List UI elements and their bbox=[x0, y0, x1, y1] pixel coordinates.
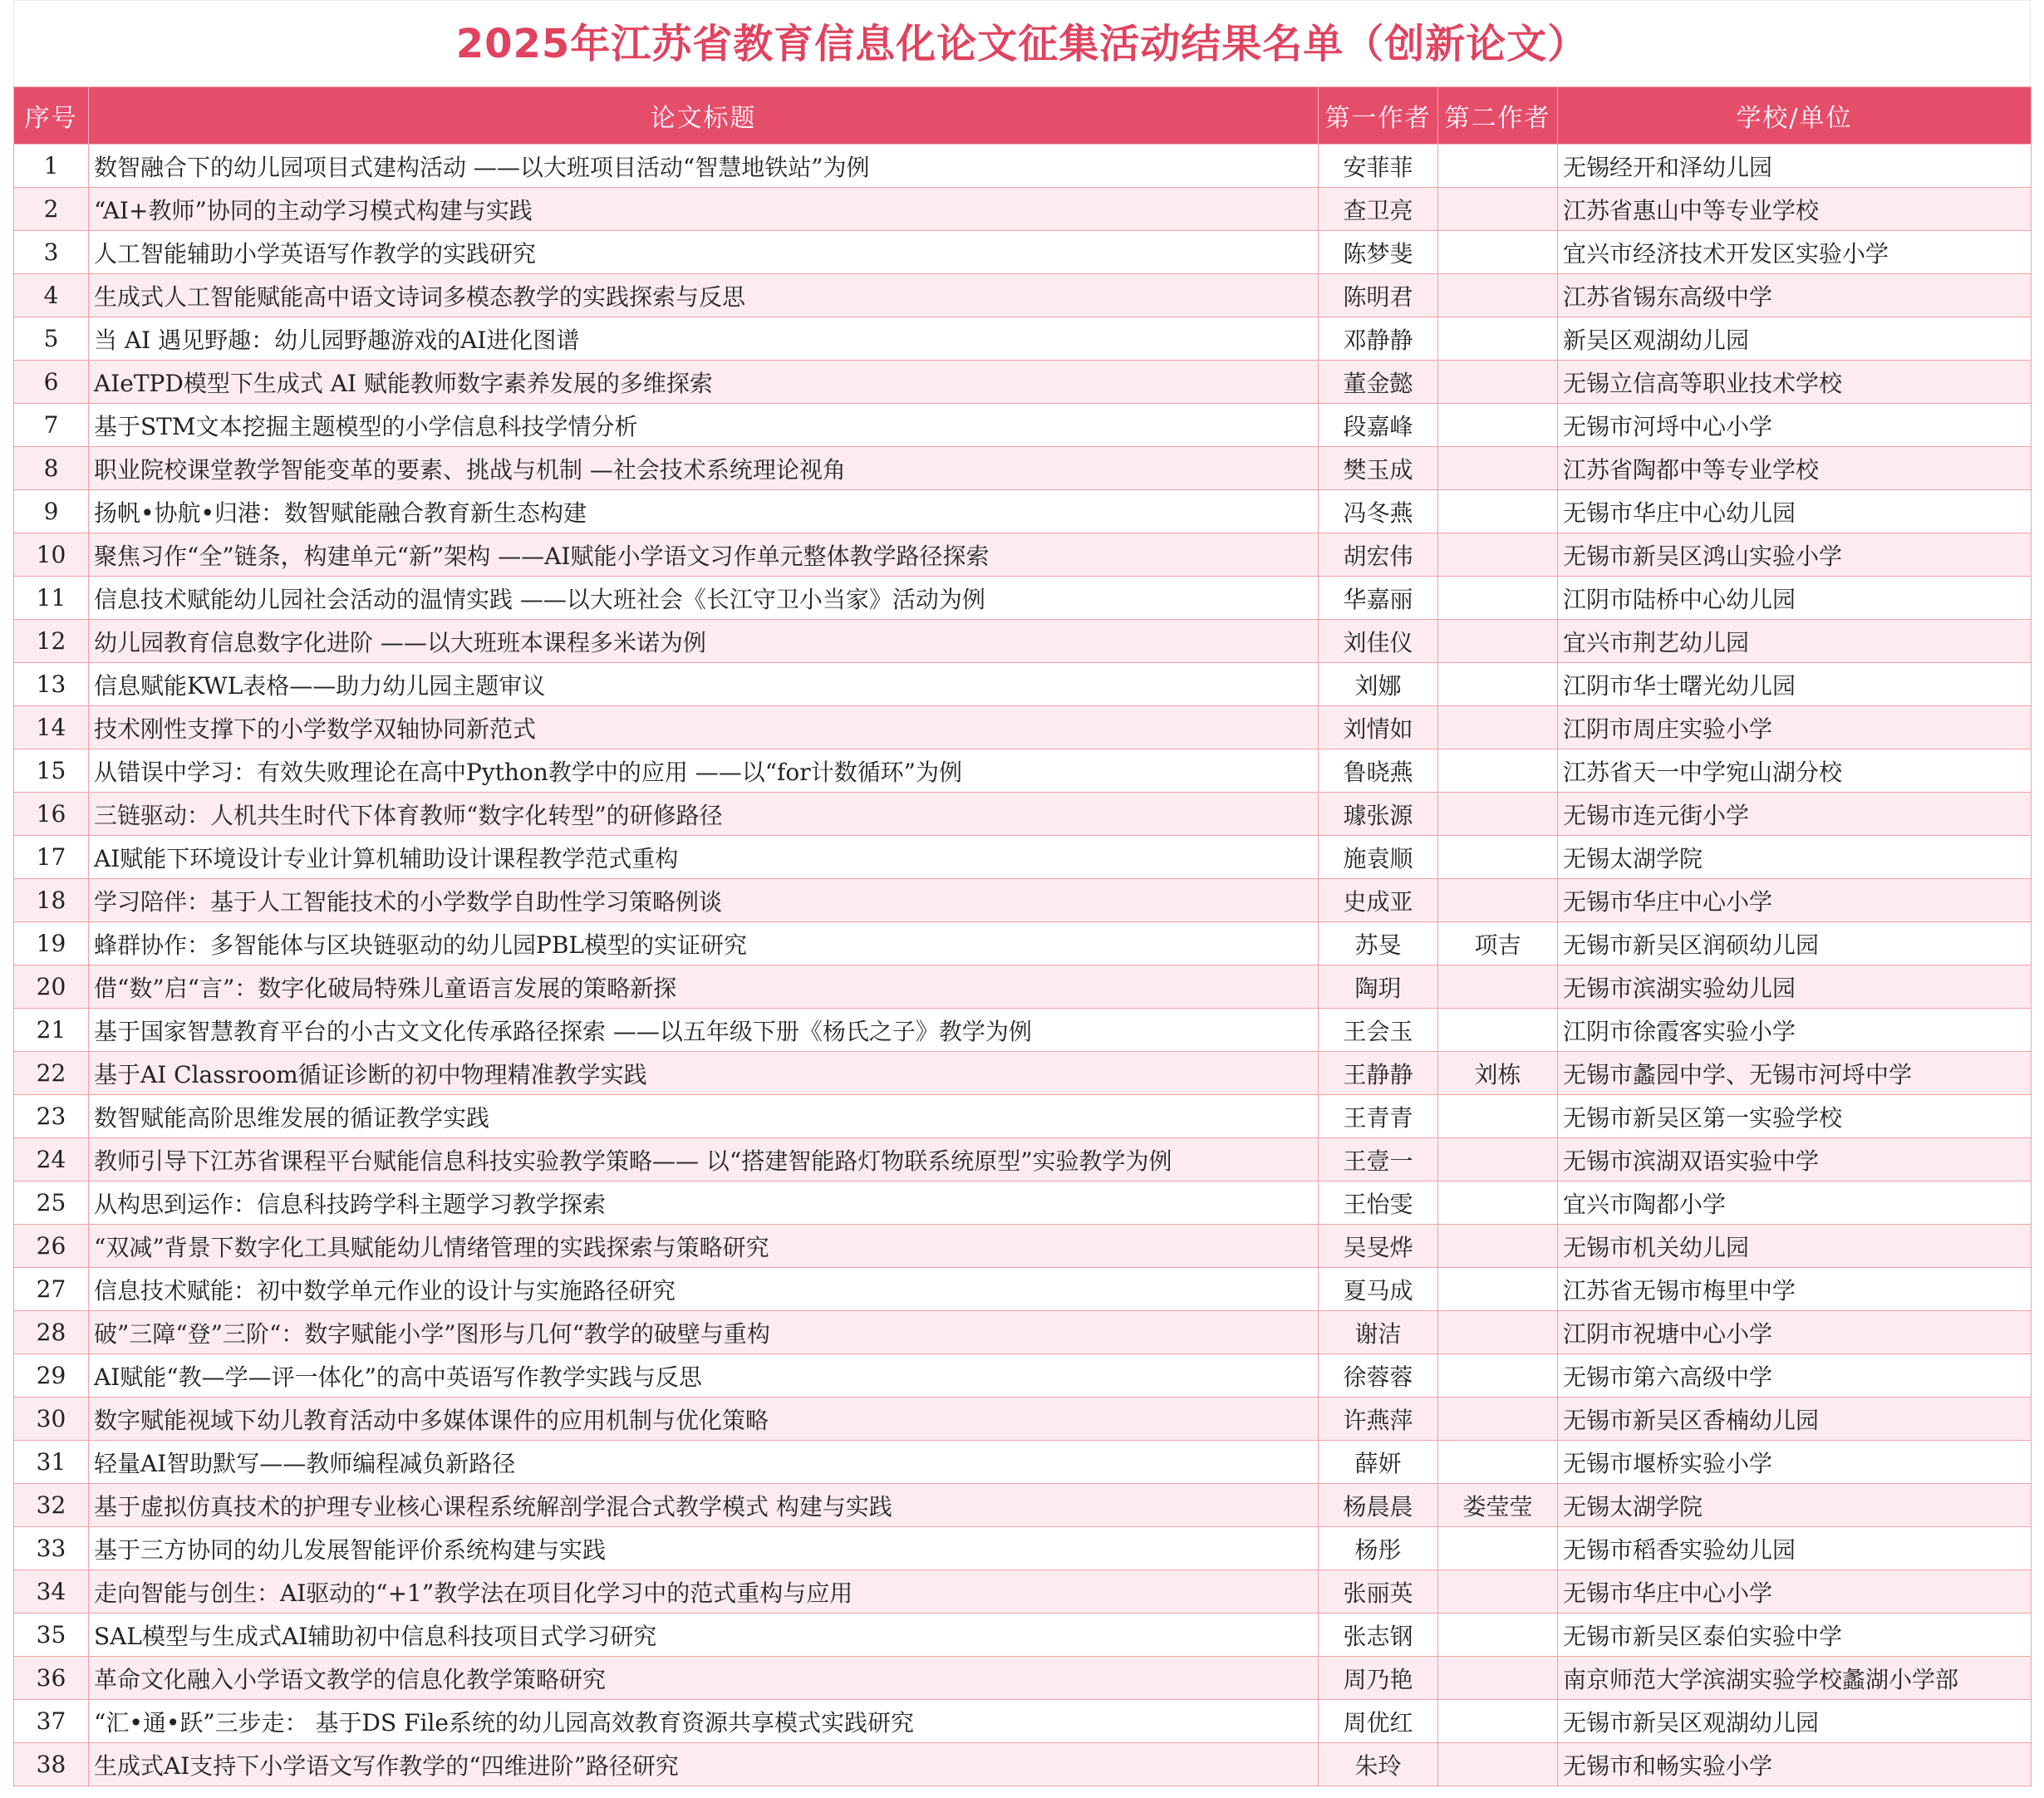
school-cell: 江苏省无锡市梅里中学 bbox=[1558, 1268, 2032, 1311]
school-cell: 无锡市华庄中心小学 bbox=[1558, 1570, 2032, 1614]
second-author-cell bbox=[1438, 663, 1558, 706]
second-author-cell bbox=[1438, 1700, 1558, 1743]
second-author-cell bbox=[1438, 1095, 1558, 1138]
serial-number-cell: 36 bbox=[14, 1657, 89, 1700]
school-cell: 江阴市徐霞客实验小学 bbox=[1558, 1009, 2032, 1052]
serial-number-cell: 27 bbox=[14, 1268, 89, 1311]
first-author-cell: 夏马成 bbox=[1319, 1268, 1438, 1311]
paper-title-cell: 基于三方协同的幼儿发展智能评价系统构建与实践 bbox=[89, 1527, 1319, 1570]
school-cell: 宜兴市陶都小学 bbox=[1558, 1181, 2032, 1225]
second-author-cell bbox=[1438, 793, 1558, 836]
table-row bbox=[14, 1095, 2032, 1138]
paper-title-cell: 基于国家智慧教育平台的小古文文化传承路径探索 ——以五年级下册《杨氏之子》教学为例 bbox=[89, 1009, 1319, 1052]
serial-number-cell: 31 bbox=[14, 1441, 89, 1484]
first-author-cell: 王静静 bbox=[1319, 1052, 1438, 1095]
table-row bbox=[14, 145, 2032, 188]
serial-number-cell: 26 bbox=[14, 1225, 89, 1268]
school-cell: 无锡市第六高级中学 bbox=[1558, 1354, 2032, 1398]
first-author-cell: 陈梦斐 bbox=[1319, 231, 1438, 274]
table-row bbox=[14, 1181, 2032, 1225]
school-cell: 无锡市和畅实验小学 bbox=[1558, 1743, 2032, 1786]
serial-number-cell: 20 bbox=[14, 965, 89, 1009]
paper-title-cell: 基于虚拟仿真技术的护理专业核心课程系统解剖学混合式教学模式 构建与实践 bbox=[89, 1484, 1319, 1527]
paper-title-cell: 三链驱动：人机共生时代下体育教师“数字化转型”的研修路径 bbox=[89, 793, 1319, 836]
table-row bbox=[14, 1009, 2032, 1052]
second-author-cell bbox=[1438, 706, 1558, 749]
table-row bbox=[14, 404, 2032, 447]
serial-number-cell: 8 bbox=[14, 447, 89, 490]
serial-number-cell: 7 bbox=[14, 404, 89, 447]
first-author-cell: 张丽英 bbox=[1319, 1570, 1438, 1614]
serial-number-cell: 38 bbox=[14, 1743, 89, 1786]
first-author-cell: 刘娜 bbox=[1319, 663, 1438, 706]
second-author-cell bbox=[1438, 1311, 1558, 1354]
second-author-cell bbox=[1438, 1441, 1558, 1484]
first-author-cell: 许燕萍 bbox=[1319, 1398, 1438, 1441]
second-author-cell bbox=[1438, 1398, 1558, 1441]
first-author-cell: 冯冬燕 bbox=[1319, 490, 1438, 533]
paper-title-cell: “双减”背景下数字化工具赋能幼儿情绪管理的实践探索与策略研究 bbox=[89, 1225, 1319, 1268]
first-author-cell: 胡宏伟 bbox=[1319, 533, 1438, 577]
first-author-cell: 华嘉丽 bbox=[1319, 577, 1438, 620]
school-cell: 无锡市连元街小学 bbox=[1558, 793, 2032, 836]
paper-title-cell: 当 AI 遇见野趣：幼儿园野趣游戏的AI进化图谱 bbox=[89, 317, 1319, 361]
table-row bbox=[14, 274, 2032, 317]
school-cell: 新吴区观湖幼儿园 bbox=[1558, 317, 2032, 361]
serial-number-cell: 2 bbox=[14, 188, 89, 231]
paper-title-cell: 数智融合下的幼儿园项目式建构活动 ——以大班项目活动“智慧地铁站”为例 bbox=[89, 145, 1319, 188]
first-author-cell: 徐蓉蓉 bbox=[1319, 1354, 1438, 1398]
serial-number-cell: 19 bbox=[14, 922, 89, 965]
header-row bbox=[14, 87, 2032, 145]
table-row bbox=[14, 447, 2032, 490]
paper-title-cell: 聚焦习作“全”链条，构建单元“新”架构 ——AI赋能小学语文习作单元整体教学路径探索 bbox=[89, 533, 1319, 577]
first-author-cell: 董金懿 bbox=[1319, 361, 1438, 404]
paper-title-cell: “AI+教师”协同的主动学习模式构建与实践 bbox=[89, 188, 1319, 231]
second-author-cell bbox=[1438, 1354, 1558, 1398]
first-author-cell: 史成亚 bbox=[1319, 879, 1438, 922]
serial-number-cell: 10 bbox=[14, 533, 89, 577]
serial-number-cell: 34 bbox=[14, 1570, 89, 1614]
table-row bbox=[14, 793, 2032, 836]
paper-title-cell: AI赋能“教—学—评一体化”的高中英语写作教学实践与反思 bbox=[89, 1354, 1319, 1398]
serial-number-cell: 13 bbox=[14, 663, 89, 706]
serial-number-cell: 33 bbox=[14, 1527, 89, 1570]
serial-number-cell: 14 bbox=[14, 706, 89, 749]
school-cell: 无锡市华庄中心幼儿园 bbox=[1558, 490, 2032, 533]
paper-title-cell: 职业院校课堂教学智能变革的要素、挑战与机制 —社会技术系统理论视角 bbox=[89, 447, 1319, 490]
paper-title-cell: 蜂群协作：多智能体与区块链驱动的幼儿园PBL模型的实证研究 bbox=[89, 922, 1319, 965]
table-row bbox=[14, 1614, 2032, 1657]
table-row bbox=[14, 490, 2032, 533]
second-author-cell bbox=[1438, 879, 1558, 922]
table-row bbox=[14, 965, 2032, 1009]
school-cell: 宜兴市经济技术开发区实验小学 bbox=[1558, 231, 2032, 274]
serial-number-cell: 37 bbox=[14, 1700, 89, 1743]
paper-title-cell: 教师引导下江苏省课程平台赋能信息科技实验教学策略—— 以“搭建智能路灯物联系统原型”实验教学为例 bbox=[89, 1138, 1319, 1181]
school-cell: 无锡市机关幼儿园 bbox=[1558, 1225, 2032, 1268]
second-author-cell bbox=[1438, 404, 1558, 447]
first-author-cell: 王怡雯 bbox=[1319, 1181, 1438, 1225]
first-author-cell: 薛妍 bbox=[1319, 1441, 1438, 1484]
school-cell: 江苏省天一中学宛山湖分校 bbox=[1558, 749, 2032, 793]
table-body bbox=[14, 145, 2032, 1786]
school-cell: 无锡市新吴区观湖幼儿园 bbox=[1558, 1700, 2032, 1743]
table-row bbox=[14, 922, 2032, 965]
page-title: 2025年江苏省教育信息化论文征集活动结果名单（创新论文） bbox=[13, 0, 2031, 86]
school-cell: 无锡市新吴区香楠幼儿园 bbox=[1558, 1398, 2032, 1441]
results-sheet bbox=[13, 0, 2031, 1786]
first-author-cell: 周优红 bbox=[1319, 1700, 1438, 1743]
table-row bbox=[14, 1225, 2032, 1268]
serial-number-cell: 5 bbox=[14, 317, 89, 361]
paper-title-cell: 破”三障“登”三阶“：数字赋能小学”图形与几何“教学的破壁与重构 bbox=[89, 1311, 1319, 1354]
first-author-cell: 苏旻 bbox=[1319, 922, 1438, 965]
second-author-cell bbox=[1438, 1570, 1558, 1614]
paper-title-cell: 技术刚性支撑下的小学数学双轴协同新范式 bbox=[89, 706, 1319, 749]
school-cell: 无锡经开和泽幼儿园 bbox=[1558, 145, 2032, 188]
first-author-cell: 周乃艳 bbox=[1319, 1657, 1438, 1700]
school-cell: 无锡市华庄中心小学 bbox=[1558, 879, 2032, 922]
paper-title-cell: 基于STM文本挖掘主题模型的小学信息科技学情分析 bbox=[89, 404, 1319, 447]
serial-number-cell: 12 bbox=[14, 620, 89, 663]
header-school-unit: 学校/单位 bbox=[1558, 87, 2032, 145]
paper-title-cell: 数字赋能视域下幼儿教育活动中多媒体课件的应用机制与优化策略 bbox=[89, 1398, 1319, 1441]
paper-title-cell: SAL模型与生成式AI辅助初中信息科技项目式学习研究 bbox=[89, 1614, 1319, 1657]
paper-title-cell: 轻量AI智助默写——教师编程减负新路径 bbox=[89, 1441, 1319, 1484]
table-row bbox=[14, 749, 2032, 793]
paper-title-cell: 生成式人工智能赋能高中语文诗词多模态教学的实践探索与反思 bbox=[89, 274, 1319, 317]
first-author-cell: 查卫亮 bbox=[1319, 188, 1438, 231]
school-cell: 江苏省惠山中等专业学校 bbox=[1558, 188, 2032, 231]
first-author-cell: 樊玉成 bbox=[1319, 447, 1438, 490]
first-author-cell: 王壹一 bbox=[1319, 1138, 1438, 1181]
first-author-cell: 王会玉 bbox=[1319, 1009, 1438, 1052]
first-author-cell: 安菲菲 bbox=[1319, 145, 1438, 188]
school-cell: 无锡市新吴区润硕幼儿园 bbox=[1558, 922, 2032, 965]
table-row bbox=[14, 663, 2032, 706]
table-row bbox=[14, 1311, 2032, 1354]
first-author-cell: 刘情如 bbox=[1319, 706, 1438, 749]
paper-title-cell: “汇•通•跃”三步走： 基于DS File系统的幼儿园高效教育资源共享模式实践研究 bbox=[89, 1700, 1319, 1743]
paper-title-cell: 基于AI Classroom循证诊断的初中物理精准教学实践 bbox=[89, 1052, 1319, 1095]
table-row bbox=[14, 231, 2032, 274]
table-row bbox=[14, 577, 2032, 620]
second-author-cell bbox=[1438, 749, 1558, 793]
header-second-author: 第二作者 bbox=[1438, 87, 1558, 145]
table-row bbox=[14, 1484, 2032, 1527]
table-row bbox=[14, 317, 2032, 361]
first-author-cell: 王青青 bbox=[1319, 1095, 1438, 1138]
header-paper-title: 论文标题 bbox=[89, 87, 1319, 145]
first-author-cell: 谢洁 bbox=[1319, 1311, 1438, 1354]
school-cell: 无锡市新吴区鸿山实验小学 bbox=[1558, 533, 2032, 577]
serial-number-cell: 24 bbox=[14, 1138, 89, 1181]
paper-title-cell: 扬帆•协航•归港：数智赋能融合教育新生态构建 bbox=[89, 490, 1319, 533]
school-cell: 无锡市新吴区泰伯实验中学 bbox=[1558, 1614, 2032, 1657]
serial-number-cell: 23 bbox=[14, 1095, 89, 1138]
school-cell: 无锡市蠡园中学、无锡市河埒中学 bbox=[1558, 1052, 2032, 1095]
serial-number-cell: 1 bbox=[14, 145, 89, 188]
school-cell: 江阴市陆桥中心幼儿园 bbox=[1558, 577, 2032, 620]
serial-number-cell: 6 bbox=[14, 361, 89, 404]
table-row bbox=[14, 1700, 2032, 1743]
serial-number-cell: 22 bbox=[14, 1052, 89, 1095]
first-author-cell: 邓静静 bbox=[1319, 317, 1438, 361]
school-cell: 宜兴市荆艺幼儿园 bbox=[1558, 620, 2032, 663]
serial-number-cell: 29 bbox=[14, 1354, 89, 1398]
table-row bbox=[14, 533, 2032, 577]
school-cell: 无锡市滨湖双语实验中学 bbox=[1558, 1138, 2032, 1181]
school-cell: 江阴市华士曙光幼儿园 bbox=[1558, 663, 2032, 706]
first-author-cell: 杨彤 bbox=[1319, 1527, 1438, 1570]
school-cell: 无锡市河埒中心小学 bbox=[1558, 404, 2032, 447]
paper-title-cell: 人工智能辅助小学英语写作教学的实践研究 bbox=[89, 231, 1319, 274]
table-row bbox=[14, 879, 2032, 922]
serial-number-cell: 35 bbox=[14, 1614, 89, 1657]
second-author-cell bbox=[1438, 188, 1558, 231]
first-author-cell: 施袁顺 bbox=[1319, 836, 1438, 879]
second-author-cell bbox=[1438, 145, 1558, 188]
school-cell: 江苏省锡东高级中学 bbox=[1558, 274, 2032, 317]
table-row bbox=[14, 361, 2032, 404]
paper-title-cell: 走向智能与创生：AI驱动的“+1”教学法在项目化学习中的范式重构与应用 bbox=[89, 1570, 1319, 1614]
paper-title-cell: AI赋能下环境设计专业计算机辅助设计课程教学范式重构 bbox=[89, 836, 1319, 879]
school-cell: 无锡太湖学院 bbox=[1558, 1484, 2032, 1527]
second-author-cell bbox=[1438, 1009, 1558, 1052]
paper-title-cell: 信息技术赋能：初中数学单元作业的设计与实施路径研究 bbox=[89, 1268, 1319, 1311]
school-cell: 无锡太湖学院 bbox=[1558, 836, 2032, 879]
paper-title-cell: 生成式AI支持下小学语文写作教学的“四维进阶”路径研究 bbox=[89, 1743, 1319, 1786]
school-cell: 南京师范大学滨湖实验学校蠡湖小学部 bbox=[1558, 1657, 2032, 1700]
paper-title-cell: 信息赋能KWL表格——助力幼儿园主题审议 bbox=[89, 663, 1319, 706]
table-row bbox=[14, 188, 2032, 231]
second-author-cell: 娄莹莹 bbox=[1438, 1484, 1558, 1527]
serial-number-cell: 4 bbox=[14, 274, 89, 317]
paper-title-cell: 革命文化融入小学语文教学的信息化教学策略研究 bbox=[89, 1657, 1319, 1700]
first-author-cell: 陶玥 bbox=[1319, 965, 1438, 1009]
second-author-cell bbox=[1438, 1225, 1558, 1268]
paper-title-cell: AIeTPD模型下生成式 AI 赋能教师数字素养发展的多维探索 bbox=[89, 361, 1319, 404]
school-cell: 无锡立信高等职业技术学校 bbox=[1558, 361, 2032, 404]
serial-number-cell: 25 bbox=[14, 1181, 89, 1225]
second-author-cell bbox=[1438, 231, 1558, 274]
header-first-author: 第一作者 bbox=[1319, 87, 1438, 145]
second-author-cell bbox=[1438, 577, 1558, 620]
second-author-cell bbox=[1438, 620, 1558, 663]
school-cell: 无锡市滨湖实验幼儿园 bbox=[1558, 965, 2032, 1009]
table-row bbox=[14, 1398, 2032, 1441]
first-author-cell: 杨晨晨 bbox=[1319, 1484, 1438, 1527]
second-author-cell bbox=[1438, 317, 1558, 361]
table-row bbox=[14, 1441, 2032, 1484]
table-row bbox=[14, 1138, 2032, 1181]
second-author-cell: 项吉 bbox=[1438, 922, 1558, 965]
serial-number-cell: 28 bbox=[14, 1311, 89, 1354]
first-author-cell: 陈明君 bbox=[1319, 274, 1438, 317]
header-serial-number: 序号 bbox=[14, 87, 89, 145]
first-author-cell: 吴旻烨 bbox=[1319, 1225, 1438, 1268]
table-header bbox=[14, 87, 2032, 145]
paper-title-cell: 数智赋能高阶思维发展的循证教学实践 bbox=[89, 1095, 1319, 1138]
serial-number-cell: 9 bbox=[14, 490, 89, 533]
table-row bbox=[14, 1570, 2032, 1614]
first-author-cell: 璩张源 bbox=[1319, 793, 1438, 836]
paper-title-cell: 幼儿园教育信息数字化进阶 ——以大班班本课程多米诺为例 bbox=[89, 620, 1319, 663]
second-author-cell bbox=[1438, 274, 1558, 317]
school-cell: 无锡市稻香实验幼儿园 bbox=[1558, 1527, 2032, 1570]
first-author-cell: 朱玲 bbox=[1319, 1743, 1438, 1786]
second-author-cell bbox=[1438, 1743, 1558, 1786]
table-row bbox=[14, 1052, 2032, 1095]
second-author-cell bbox=[1438, 1527, 1558, 1570]
table-row bbox=[14, 836, 2032, 879]
serial-number-cell: 11 bbox=[14, 577, 89, 620]
table-row bbox=[14, 1743, 2032, 1786]
second-author-cell bbox=[1438, 1268, 1558, 1311]
second-author-cell: 刘栋 bbox=[1438, 1052, 1558, 1095]
serial-number-cell: 21 bbox=[14, 1009, 89, 1052]
second-author-cell bbox=[1438, 1138, 1558, 1181]
second-author-cell bbox=[1438, 447, 1558, 490]
results-table bbox=[13, 86, 2032, 1786]
first-author-cell: 张志钢 bbox=[1319, 1614, 1438, 1657]
serial-number-cell: 3 bbox=[14, 231, 89, 274]
second-author-cell bbox=[1438, 361, 1558, 404]
second-author-cell bbox=[1438, 836, 1558, 879]
paper-title-cell: 从错误中学习：有效失败理论在高中Python教学中的应用 ——以“for计数循环”为例 bbox=[89, 749, 1319, 793]
serial-number-cell: 15 bbox=[14, 749, 89, 793]
serial-number-cell: 30 bbox=[14, 1398, 89, 1441]
serial-number-cell: 16 bbox=[14, 793, 89, 836]
second-author-cell bbox=[1438, 1614, 1558, 1657]
second-author-cell bbox=[1438, 1181, 1558, 1225]
paper-title-cell: 从构思到运作：信息科技跨学科主题学习教学探索 bbox=[89, 1181, 1319, 1225]
school-cell: 无锡市新吴区第一实验学校 bbox=[1558, 1095, 2032, 1138]
second-author-cell bbox=[1438, 490, 1558, 533]
serial-number-cell: 32 bbox=[14, 1484, 89, 1527]
school-cell: 江阴市祝塘中心小学 bbox=[1558, 1311, 2032, 1354]
paper-title-cell: 信息技术赋能幼儿园社会活动的温情实践 ——以大班社会《长江守卫小当家》活动为例 bbox=[89, 577, 1319, 620]
second-author-cell bbox=[1438, 965, 1558, 1009]
table-row bbox=[14, 706, 2032, 749]
second-author-cell bbox=[1438, 1657, 1558, 1700]
serial-number-cell: 17 bbox=[14, 836, 89, 879]
school-cell: 无锡市堰桥实验小学 bbox=[1558, 1441, 2032, 1484]
table-row bbox=[14, 1268, 2032, 1311]
table-row bbox=[14, 1657, 2032, 1700]
serial-number-cell: 18 bbox=[14, 879, 89, 922]
table-row bbox=[14, 620, 2032, 663]
paper-title-cell: 借“数”启“言”：数字化破局特殊儿童语言发展的策略新探 bbox=[89, 965, 1319, 1009]
second-author-cell bbox=[1438, 533, 1558, 577]
table-row bbox=[14, 1354, 2032, 1398]
school-cell: 江苏省陶都中等专业学校 bbox=[1558, 447, 2032, 490]
paper-title-cell: 学习陪伴：基于人工智能技术的小学数学自助性学习策略例谈 bbox=[89, 879, 1319, 922]
school-cell: 江阴市周庄实验小学 bbox=[1558, 706, 2032, 749]
first-author-cell: 段嘉峰 bbox=[1319, 404, 1438, 447]
first-author-cell: 刘佳仪 bbox=[1319, 620, 1438, 663]
table-row bbox=[14, 1527, 2032, 1570]
first-author-cell: 鲁晓燕 bbox=[1319, 749, 1438, 793]
